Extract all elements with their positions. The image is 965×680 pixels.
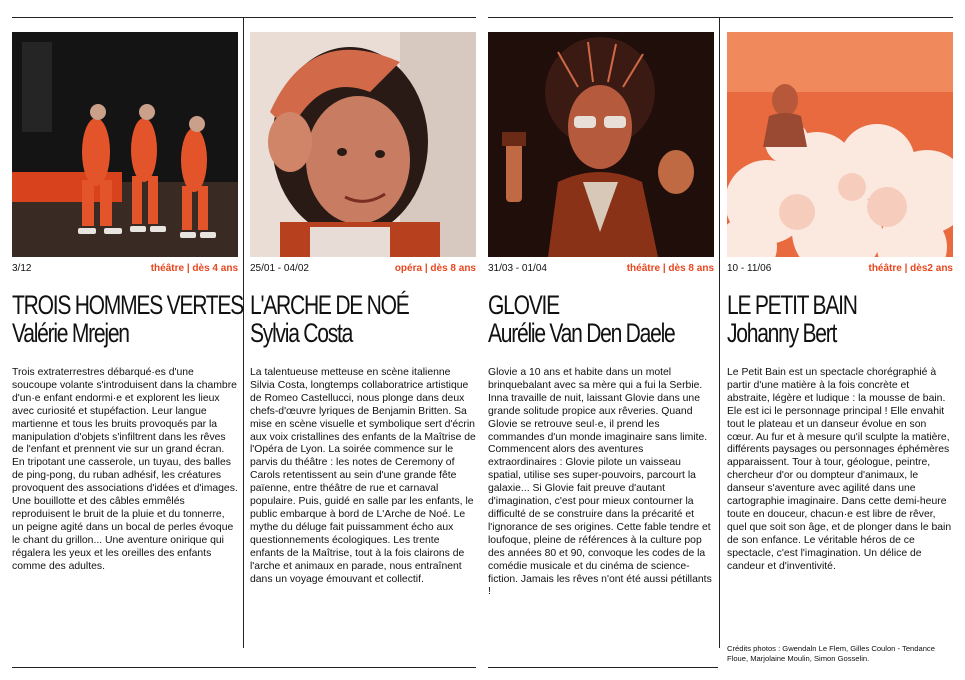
top-rule xyxy=(12,17,476,18)
show-author: Valérie Mrejen xyxy=(12,318,129,348)
show-author: Johanny Bert xyxy=(727,318,837,348)
show-column xyxy=(488,32,714,599)
column-divider xyxy=(719,17,720,648)
show-name: L'ARCHE DE NOÉ xyxy=(250,290,409,320)
show-description: Trois extraterrestres débarqué·es d'une soucoupe volante s'introduisent dans la chambre d'un·e enfant endormi·e et explorent les lieux avec curiosité et stupéfaction. Leur langue martienne et tous les bruits provoqués par la manipulation d'objets s'infiltrent dans les rêves de l'enfant et prennent vie sur un grand écran. En tripotant une casserole, un tuyau, des balles de ping-pong, du ruban adhésif, les créatures provoquent des associations d'idées et d'images. Une bouillotte et des câbles emmêlés reproduisent le bruit de la pluie et du tonnerre, un peigne agité dans un bocal de perles évoque le chant du grillon... Une aventure onirique qui régalera les yeux et les oreilles des enfants comme des adultes. xyxy=(12,367,238,572)
show-date: 3/12 xyxy=(12,263,32,274)
show-genre: théâtre | dès2 ans xyxy=(868,263,953,274)
show-column xyxy=(727,32,953,574)
top-rule xyxy=(488,17,953,18)
show-column xyxy=(12,32,244,574)
actor-with-raygun-photo xyxy=(488,32,714,257)
show-author: Aurélie Van Den Daele xyxy=(488,318,675,348)
show-date: 31/03 - 01/04 xyxy=(488,263,547,274)
show-genre: théâtre | dès 4 ans xyxy=(150,263,238,274)
bottom-rule xyxy=(488,667,718,668)
show-name: LE PETIT BAIN xyxy=(727,290,857,320)
bottom-rule xyxy=(12,667,476,668)
show-description: Le Petit Bain est un spectacle chorégraphié à partir d'une matière à la fois concrète et abstraite, légère et ludique : la mousse de bain. Ele est ici le personnage principal ! Elle envahit tout le plateau et un danseur évolue en son cœur. Au fur et à mesure qu'il sculpte la matière, différents paysages ou personnages éphémères apparaissent. Tour à tour, géologue, peintre, chercheur d'or ou dompteur d'animaux, le danseur s'aventure avec agilité dans une cartographie imaginaire. Dans cette demi-heure toute en douceur, chacun·e est libre de rêver, quel que soit son âge, et de plonger dans le bain de son enfance. Le véritable héros de ce spectacle, c'est l'imagination. Un délice de candeur et d'inventivité. xyxy=(727,367,952,572)
show-title xyxy=(250,291,476,347)
photo-credits: Crédits photos : Gwendaln Le Flem, Gilles Coulon - Tendance Floue, Marjolaine Moulin, Simon Gosselin. xyxy=(727,644,935,663)
child-with-mask-photo xyxy=(250,32,476,257)
show-column xyxy=(250,32,476,586)
show-author: Sylvia Costa xyxy=(250,318,353,348)
show-date: 25/01 - 04/02 xyxy=(250,263,309,274)
show-title xyxy=(727,291,953,347)
show-name: TROIS HOMMES VERTES xyxy=(12,290,244,320)
show-name: GLOVIE xyxy=(488,290,559,320)
show-description: Glovie a 10 ans et habite dans un motel brinquebalant avec sa mère qui a fui la Serbie. Inna travaille de nuit, laissant Glovie dans une grande solitude propice aux rêveries. Quand Glovie se retrouve seul·e, il prend les commandes d'un monde imaginaire sans limite. Commencent alors des aventures extraordinaires : Glovie pilote un vaisseau spatial, utilise ses super-pouvoirs, parcourt la galaxie... Si Glovie fait preuve d'autant d'imagination, c'est pour mieux contourner la difficulté de se construire dans la précarité et l'ignorance de ses origines. Cette fable tendre et loufoque, pleine de références à la culture pop des années 80 et 90, convoque les codes de la comédie musicale et du cinéma de science-fiction. Jamais les rêves n'ont été aussi pétillants ! xyxy=(488,367,712,598)
show-genre: opéra | dès 8 ans xyxy=(394,263,476,274)
show-date: 10 - 11/06 xyxy=(727,263,772,274)
show-title xyxy=(12,290,244,348)
column-divider xyxy=(243,17,244,648)
show-description: La talentueuse metteuse en scène italienne Silvia Costa, longtemps collaboratrice artistique de Romeo Castellucci, nous plonge dans deux chefs-d'œuvre lyriques de Benjamin Britten. Sa mise en scène visuelle et symbolique sert d'écrin aux voix cristallines des enfants de la Maîtrise de l'Opéra de Lyon. La soirée commence sur le parvis du théâtre : les notes de Ceremony of Carols retentissent au sein d'une grande fête païenne, entre théâtre de rue et carnaval populaire. Puis, guidé en salle par les enfants, le public embarque à bord de L'Arche de Noé. Le mythe du déluge fait puissamment écho aux questionnements écologiques. Les trente enfants de la Maîtrise, tout à la fois clairons de l'arche et animaux en parade, nous entraînent dans un voyage émouvant et collectif. xyxy=(250,367,476,585)
show-genre: théâtre | dès 8 ans xyxy=(626,263,714,274)
show-title xyxy=(488,291,714,347)
performers-on-stage-photo xyxy=(12,32,238,257)
dancer-in-foam-photo xyxy=(727,32,953,257)
